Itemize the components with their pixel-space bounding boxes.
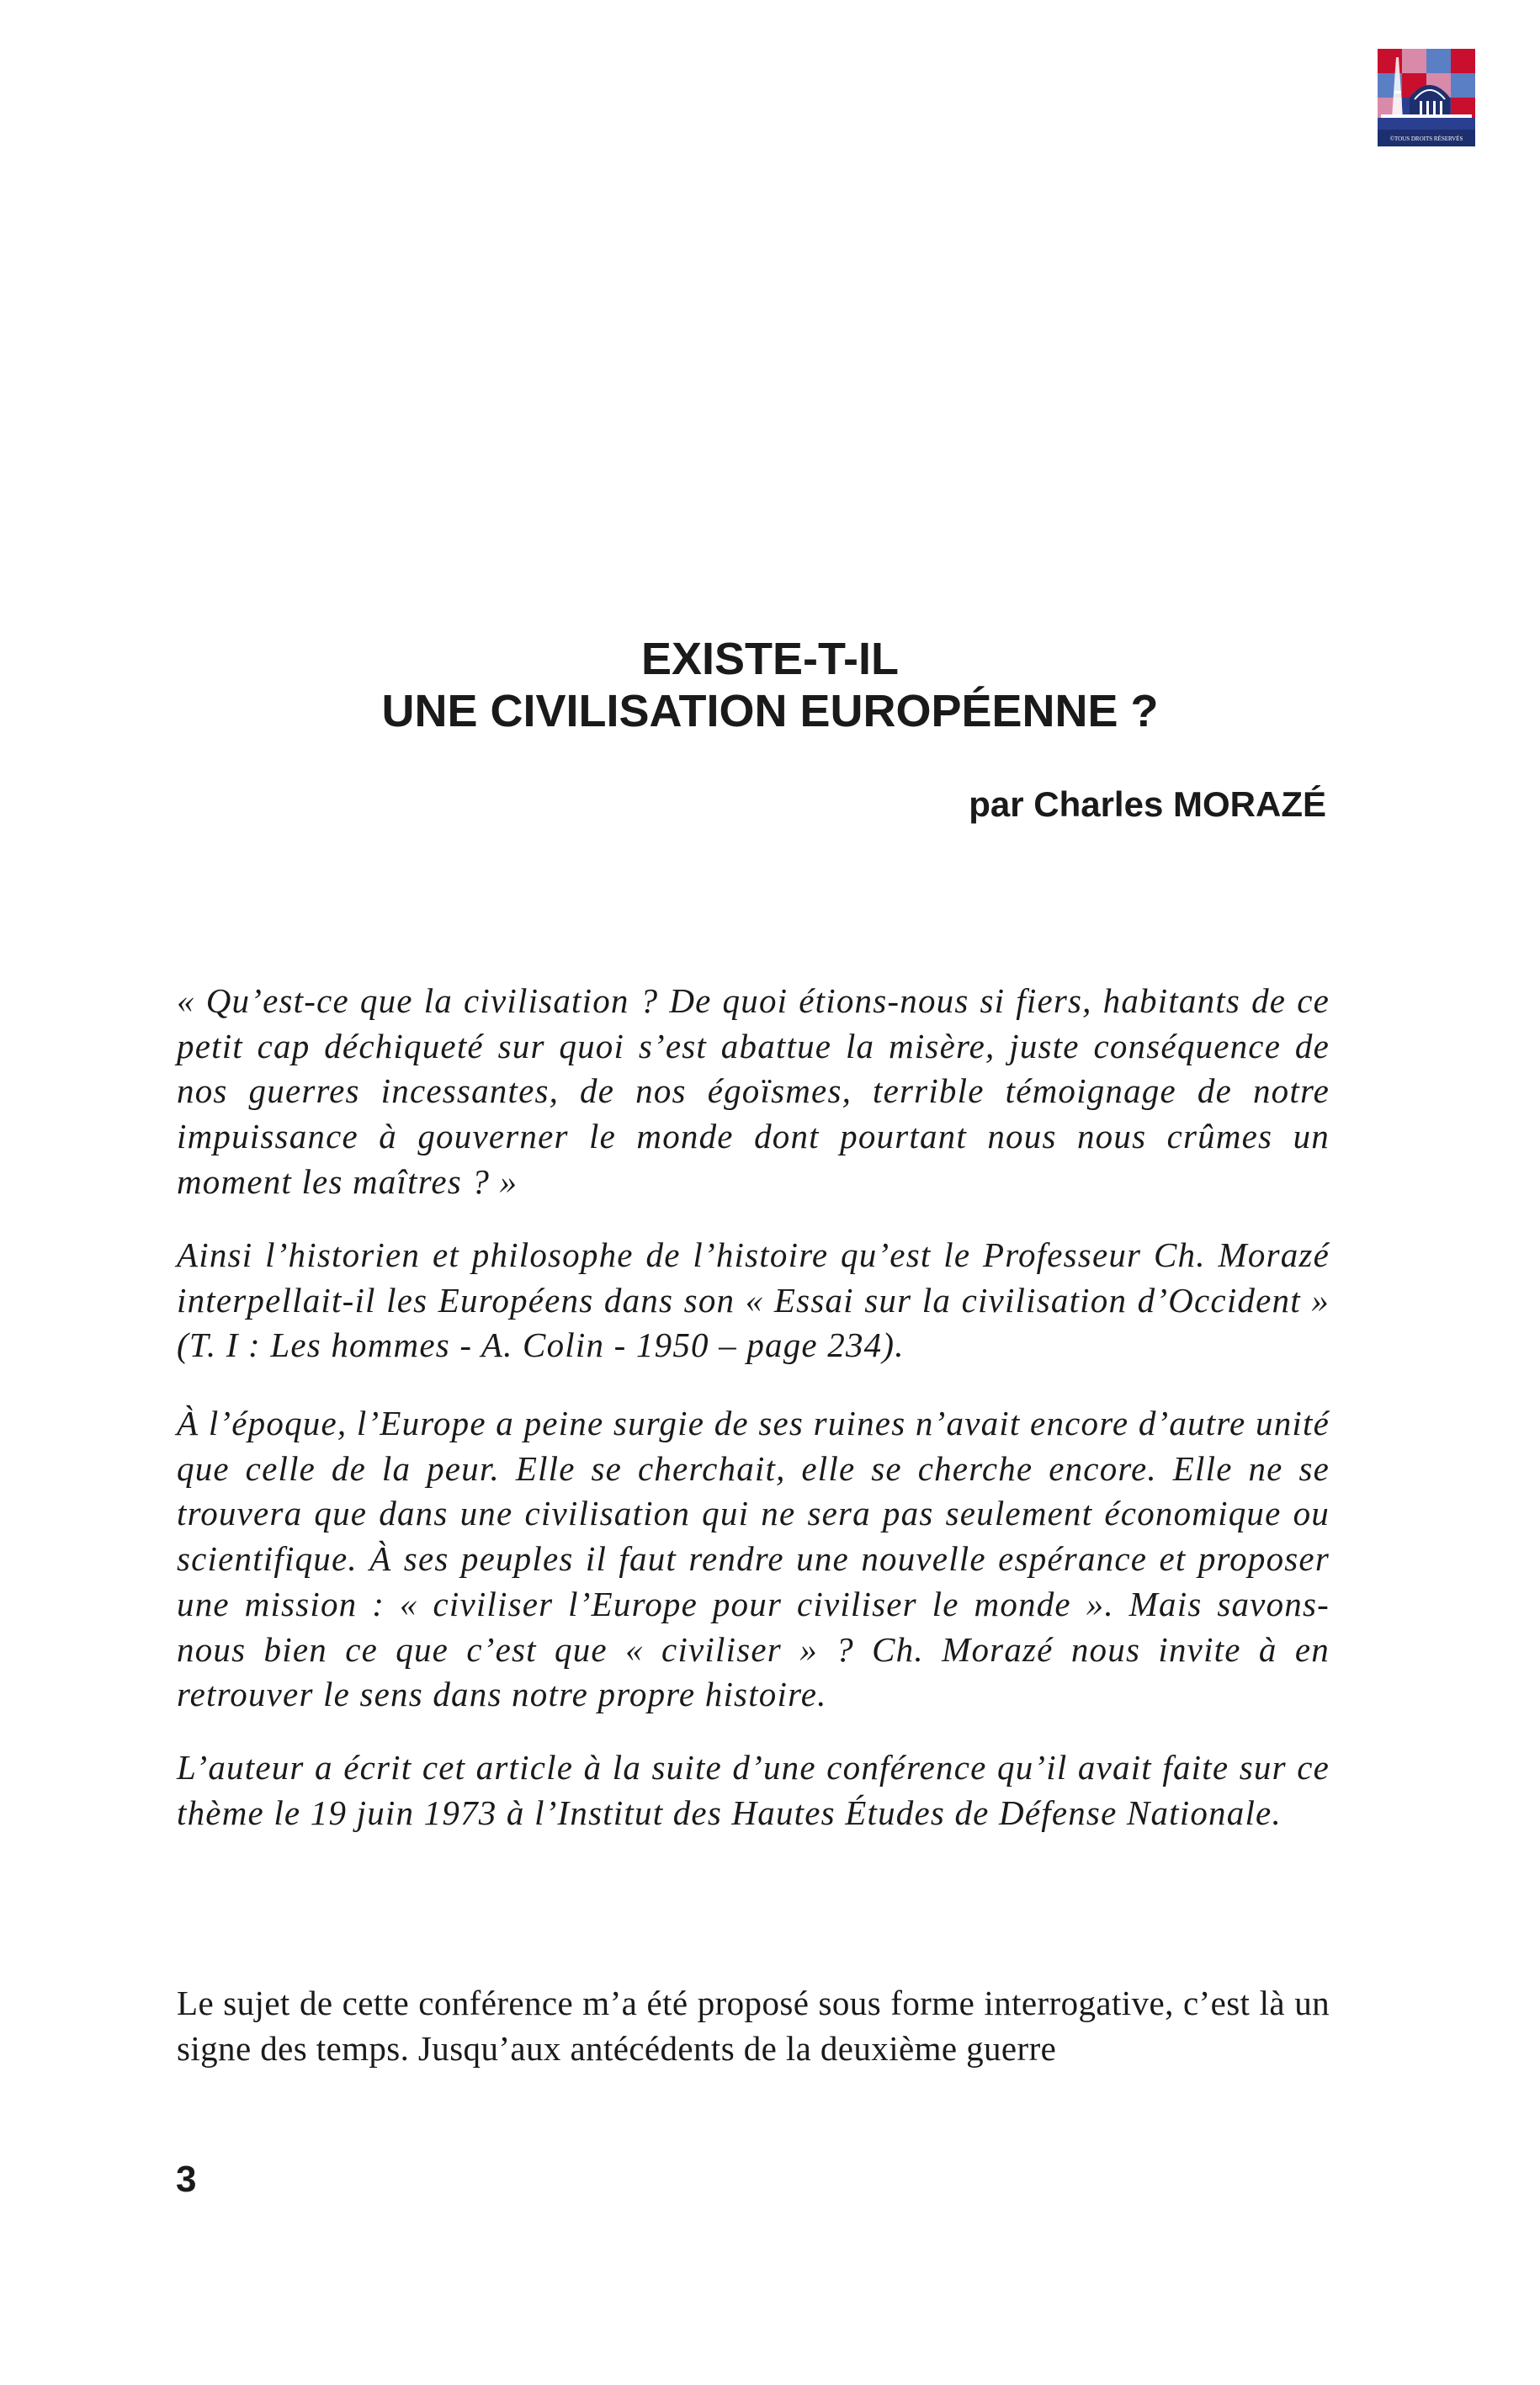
page-number: 3 [176, 2159, 197, 2200]
author-name: MORAZÉ [1173, 784, 1326, 824]
author-prefix: par Charles [969, 784, 1173, 824]
publisher-logo-icon [1378, 49, 1475, 146]
author-byline [969, 784, 1326, 824]
title-line-1: EXISTE-T-IL [640, 634, 900, 684]
intro-paragraph-1: « Qu’est-ce que la civilisation ? De quoi étions-nous si fiers, habitants de ce petit cap déchiqueté sur quoi s’est abattue la misère, juste conséquence de nos guerres incessantes, de nos égoïsmes, terrible témoignage de notre impuissance à gouverner le monde dont pourtant nous nous crûmes un moment les maîtres ? » [177, 981, 1330, 1201]
title-line-2: UNE CIVILISATION EUROPÉENNE ? [381, 686, 1159, 736]
intro-paragraph-4: L’auteur a écrit cet article à la suite d’une conférence qu’il avait faite sur ce thème le 19 juin 1973 à l’Institut des Hautes Études de Défense Nationale. [177, 1748, 1330, 1832]
logo-caption: ©TOUS DROITS RÉSERVÉS [1389, 135, 1463, 142]
body-paragraph: Le sujet de cette conférence m’a été proposé sous forme interrogative, c’est là un signe des temps. Jusqu’aux antécédents de la deuxième guerre [177, 1984, 1330, 2068]
intro-paragraph-2: Ainsi l’historien et philosophe de l’histoire qu’est le Professeur Ch. Morazé interpellait-il les Européens dans son « Essai sur la civilisation d’Occident » (T. I : Les hommes - A. Colin - 1950 – page 234). [177, 1235, 1330, 1365]
intro-paragraph-3: À l’époque, l’Europe a peine surgie de ses ruines n’avait encore d’autre unité que celle de la peur. Elle se cherchait, elle se cherche encore. Elle ne se trouvera que dans une civilisation qui ne sera pas seulement économique ou scientifique. À ses peuples il faut rendre une nouvelle espérance et proposer une mission : « civiliser l’Europe pour civiliser le monde ». Mais savons-nous bien ce que c’est que « civiliser » ? Ch. Morazé nous invite à en retrouver le sens dans notre propre histoire. [177, 1404, 1330, 1714]
